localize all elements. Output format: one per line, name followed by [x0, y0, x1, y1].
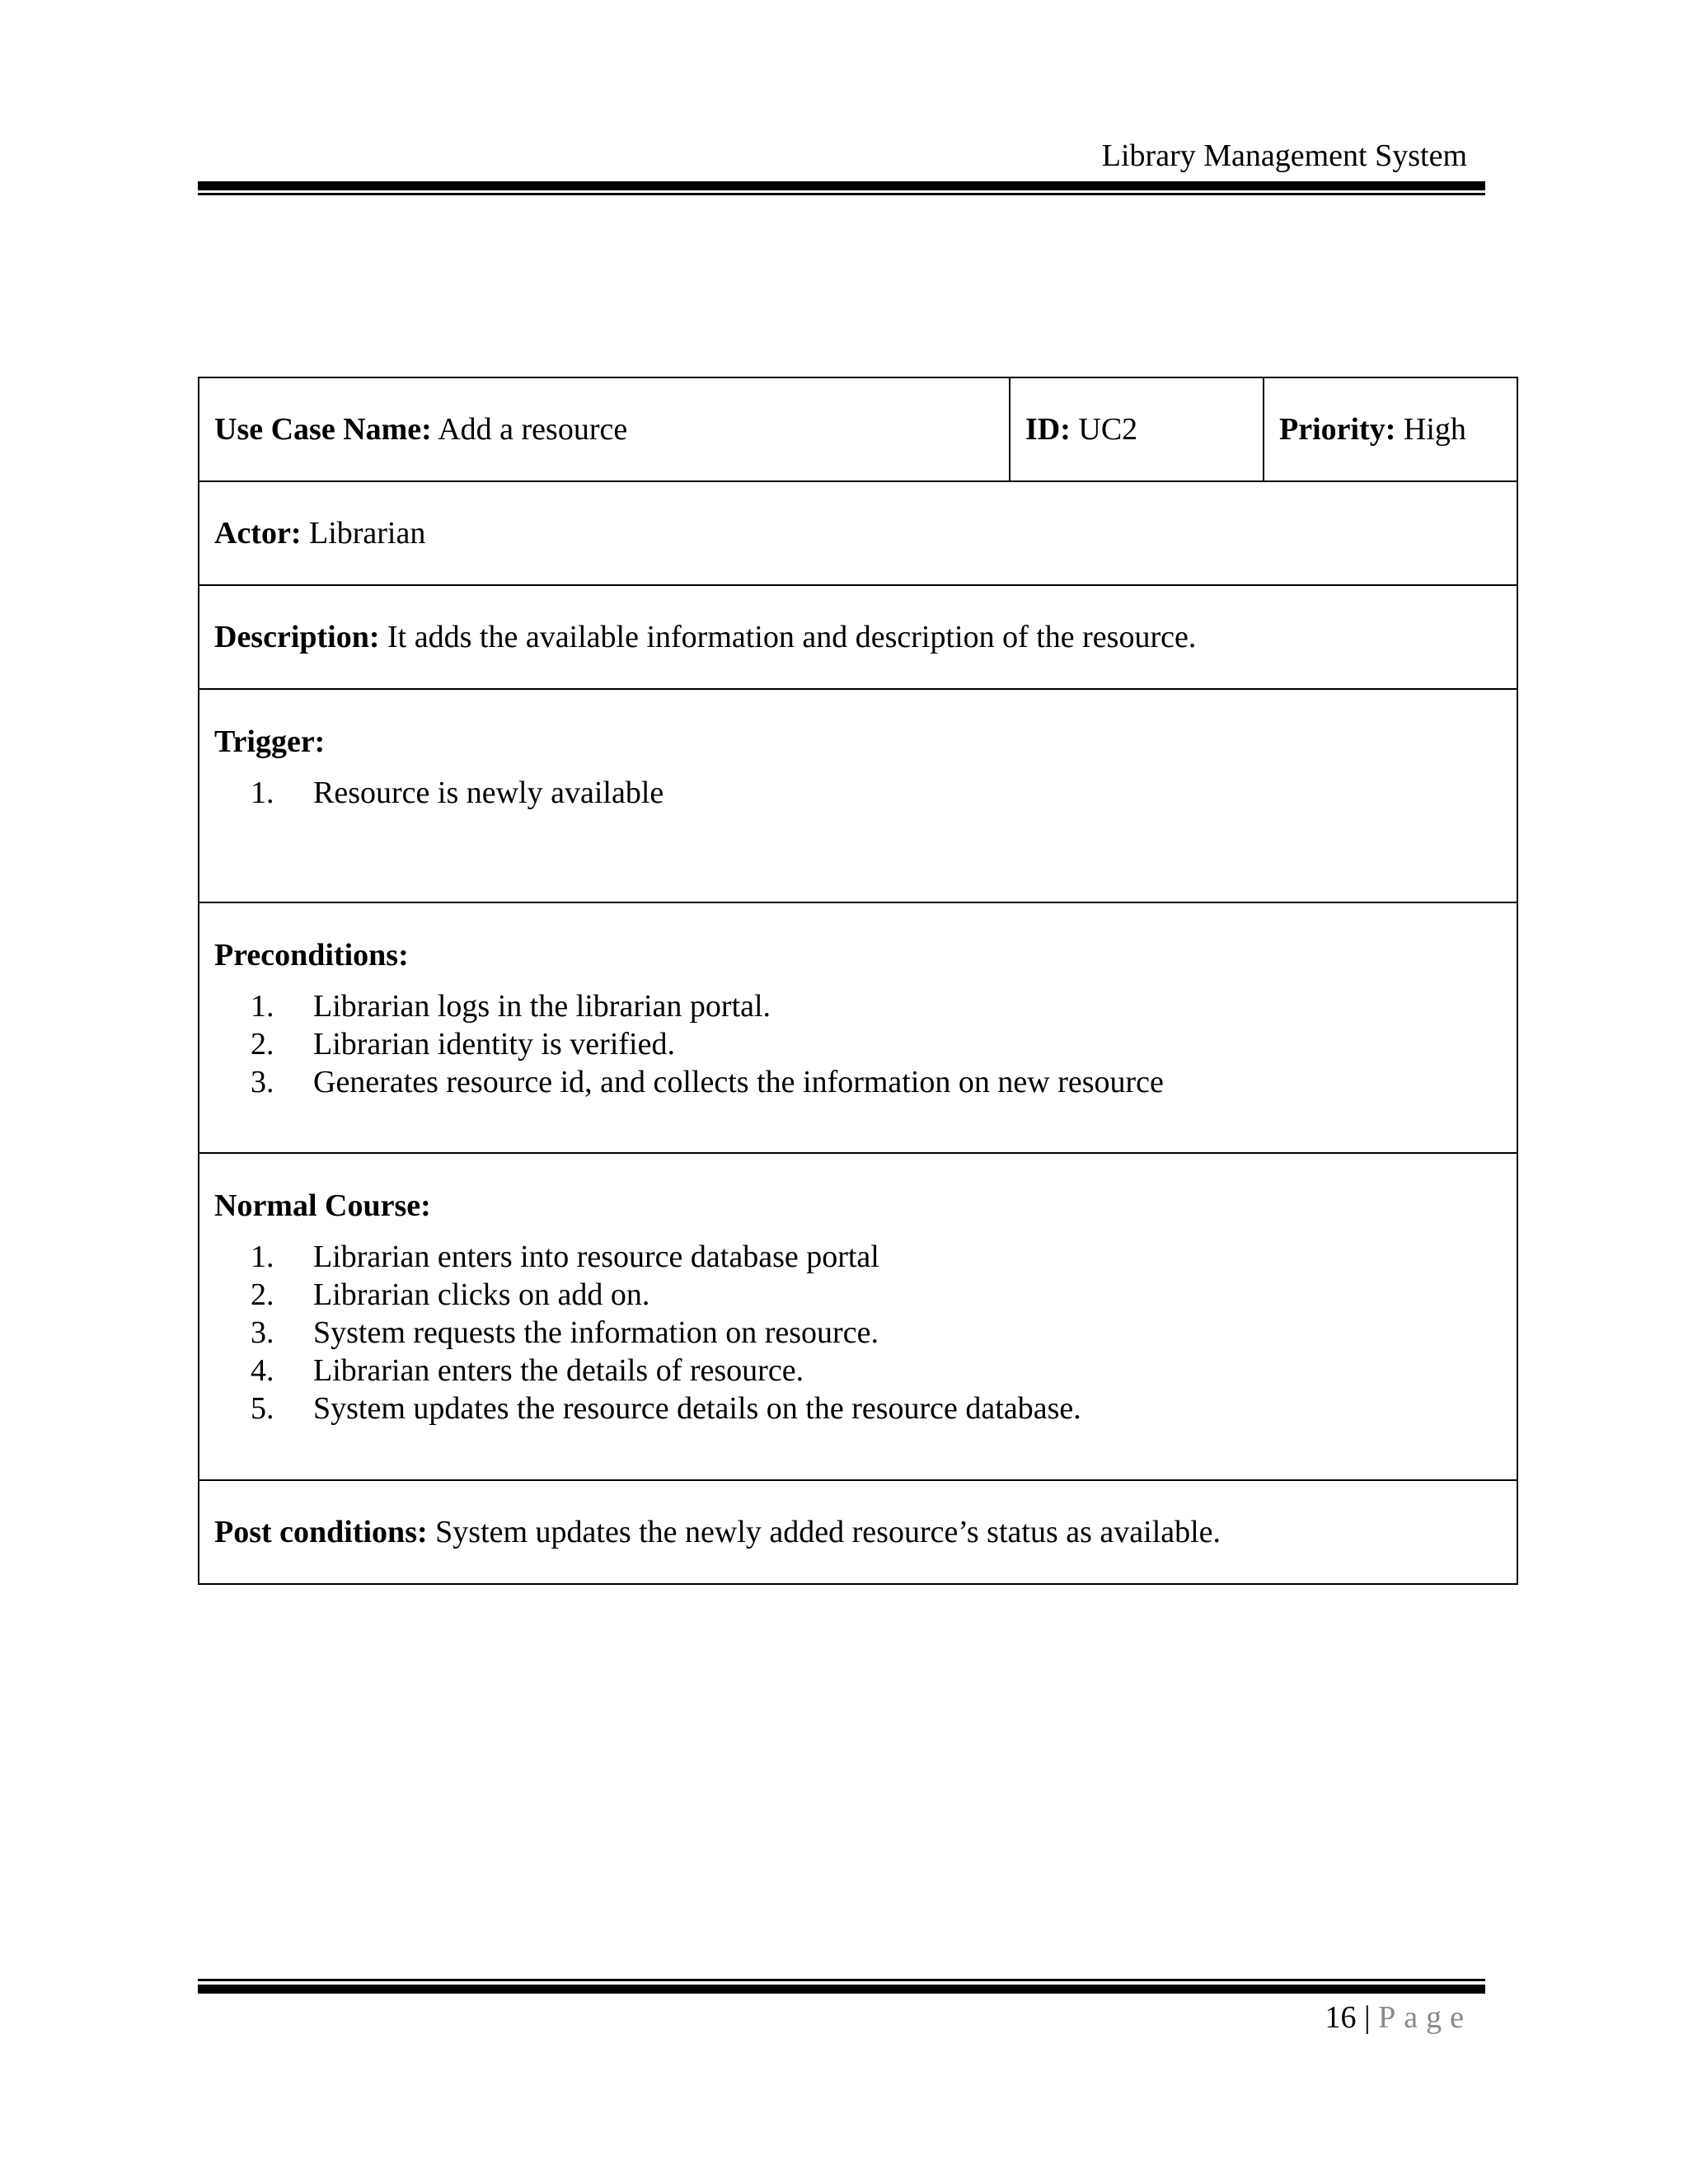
post-conditions-row [199, 1480, 1517, 1584]
list-item-number: 3. [251, 1315, 274, 1350]
post-conditions-value: System updates the newly added resource’s status as available. [435, 1515, 1221, 1549]
use-case-id-label: ID: [1025, 412, 1071, 447]
list-item-number: 1. [251, 1240, 274, 1274]
list-item-text: System requests the information on resource. [313, 1315, 879, 1350]
list-item-number: 1. [251, 776, 274, 810]
use-case-table [198, 377, 1518, 1585]
preconditions-row [199, 902, 1517, 1153]
list-item-text: Librarian identity is verified. [313, 1027, 675, 1062]
actor-value: Librarian [308, 516, 426, 551]
actor-cell [199, 481, 1517, 585]
list-item [214, 1063, 1502, 1101]
post-conditions-label: Post conditions: [214, 1515, 428, 1549]
normal-course-list [214, 1238, 1502, 1427]
list-item-number: 2. [251, 1027, 274, 1062]
list-item-text: Resource is newly available [313, 776, 664, 810]
description-cell [199, 585, 1517, 689]
list-item [214, 1025, 1502, 1063]
list-item-number: 2. [251, 1277, 274, 1312]
use-case-name-value: Add a resource [438, 412, 628, 447]
preconditions-cell [199, 902, 1517, 1153]
use-case-name-label: Use Case Name: [214, 412, 432, 447]
list-item-text: Librarian enters the details of resource. [313, 1353, 804, 1388]
use-case-id-value: UC2 [1078, 412, 1138, 447]
actor-row [199, 481, 1517, 585]
list-item [214, 774, 1502, 812]
list-item-text: Librarian logs in the librarian portal. [313, 989, 771, 1024]
post-conditions-cell [199, 1480, 1517, 1584]
list-item [214, 1390, 1502, 1427]
list-item-number: 4. [251, 1353, 274, 1388]
list-item-text: Librarian clicks on add on. [313, 1277, 650, 1312]
trigger-list [214, 774, 1502, 812]
list-item [214, 1238, 1502, 1276]
list-item-number: 3. [251, 1065, 274, 1099]
preconditions-label: Preconditions: [214, 938, 409, 972]
list-item [214, 1352, 1502, 1390]
list-item [214, 987, 1502, 1025]
list-item-text: Generates resource id, and collects the information on new resource [313, 1065, 1164, 1099]
page-separator: | [1364, 2000, 1371, 2035]
list-item-number: 1. [251, 989, 274, 1024]
priority-cell [1264, 377, 1517, 481]
list-item-number: 5. [251, 1391, 274, 1426]
header-rule-thin [198, 193, 1485, 195]
description-label: Description: [214, 620, 380, 654]
footer-rule-thick [198, 1985, 1485, 1994]
normal-course-label: Normal Course: [214, 1188, 431, 1223]
use-case-name-cell [199, 377, 1010, 481]
list-item-text: System updates the resource details on the resource database. [313, 1391, 1081, 1426]
normal-course-cell [199, 1153, 1517, 1480]
use-case-id-cell [1010, 377, 1264, 481]
preconditions-list [214, 987, 1502, 1101]
page-footer [1325, 1999, 1472, 2036]
list-item [214, 1276, 1502, 1314]
actor-label: Actor: [214, 516, 302, 551]
trigger-row [199, 689, 1517, 902]
use-case-name-row [199, 377, 1517, 481]
description-value: It adds the available information and description of the resource. [387, 620, 1197, 654]
header-rule-thick [198, 181, 1485, 190]
list-item [214, 1314, 1502, 1352]
footer-rule-thin [198, 1979, 1485, 1981]
trigger-cell [199, 689, 1517, 902]
page-number: 16 [1325, 2000, 1357, 2035]
list-item-text: Librarian enters into resource database portal [313, 1240, 879, 1274]
priority-value: High [1403, 412, 1466, 447]
trigger-label: Trigger: [214, 724, 326, 759]
priority-label: Priority: [1279, 412, 1396, 447]
description-row [199, 585, 1517, 689]
normal-course-row [199, 1153, 1517, 1480]
page-word: Page [1378, 2000, 1472, 2035]
document-header-title: Library Management System [1101, 138, 1467, 173]
